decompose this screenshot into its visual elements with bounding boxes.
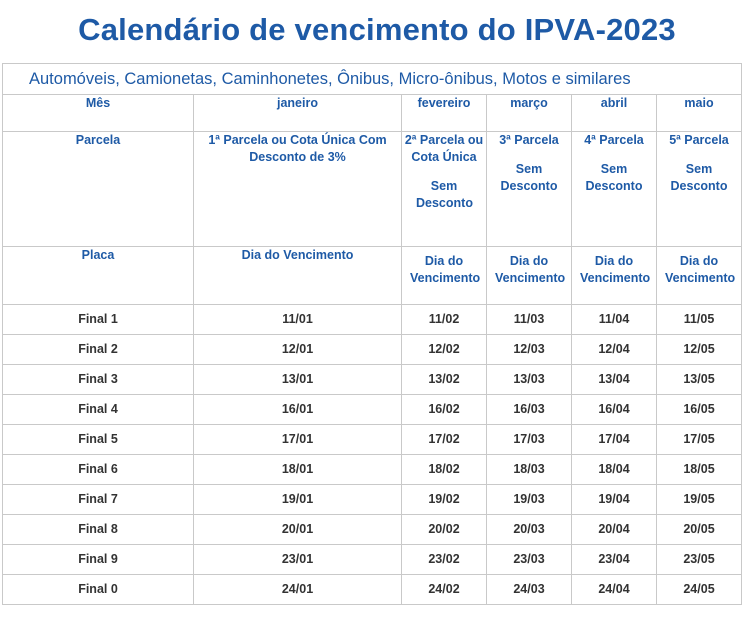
due-date-cell: 18/04 bbox=[572, 455, 657, 485]
table-row bbox=[3, 365, 742, 395]
due-label: Dia do Vencimento bbox=[402, 247, 487, 305]
parcela-discount: Sem Desconto bbox=[585, 162, 643, 193]
due-date-cell: 18/02 bbox=[402, 455, 487, 485]
due-date-cell: 24/02 bbox=[402, 575, 487, 605]
parcela-title: 4ª Parcela bbox=[584, 133, 644, 147]
due-date-cell: 18/03 bbox=[487, 455, 572, 485]
placa-cell: Final 8 bbox=[3, 515, 194, 545]
parcela-label: Parcela bbox=[3, 132, 194, 247]
due-date-cell: 23/02 bbox=[402, 545, 487, 575]
parcela-header bbox=[487, 132, 572, 247]
placa-cell: Final 2 bbox=[3, 335, 194, 365]
due-date-cell: 19/02 bbox=[402, 485, 487, 515]
table-row bbox=[3, 425, 742, 455]
placa-cell: Final 3 bbox=[3, 365, 194, 395]
due-date-cell: 19/01 bbox=[194, 485, 402, 515]
due-date-cell: 11/01 bbox=[194, 305, 402, 335]
parcela-title: 2ª Parcela ou Cota Única bbox=[404, 133, 484, 164]
due-date-cell: 16/01 bbox=[194, 395, 402, 425]
table-row bbox=[3, 545, 742, 575]
due-date-cell: 23/01 bbox=[194, 545, 402, 575]
due-date-cell: 17/01 bbox=[194, 425, 402, 455]
due-date-cell: 13/01 bbox=[194, 365, 402, 395]
table-row bbox=[3, 335, 742, 365]
due-date-cell: 11/03 bbox=[487, 305, 572, 335]
due-date-cell: 17/03 bbox=[487, 425, 572, 455]
due-date-cell: 13/04 bbox=[572, 365, 657, 395]
due-date-cell: 11/05 bbox=[657, 305, 742, 335]
due-date-cell: 17/05 bbox=[657, 425, 742, 455]
due-date-cell: 17/04 bbox=[572, 425, 657, 455]
due-date-cell: 19/04 bbox=[572, 485, 657, 515]
due-date-cell: 20/01 bbox=[194, 515, 402, 545]
due-label: Dia do Vencimento bbox=[657, 247, 742, 305]
due-label: Dia do Vencimento bbox=[572, 247, 657, 305]
due-date-cell: 12/04 bbox=[572, 335, 657, 365]
due-date-cell: 16/03 bbox=[487, 395, 572, 425]
due-date-cell: 23/05 bbox=[657, 545, 742, 575]
due-date-cell: 12/01 bbox=[194, 335, 402, 365]
due-date-cell: 12/05 bbox=[657, 335, 742, 365]
placa-cell: Final 4 bbox=[3, 395, 194, 425]
parcela-title: 1ª Parcela ou Cota Única Com Desconto de 3% bbox=[208, 133, 387, 164]
table-row bbox=[3, 575, 742, 605]
month-row bbox=[3, 95, 742, 132]
ipva-calendar-table bbox=[2, 63, 742, 605]
month-header: março bbox=[487, 95, 572, 132]
parcela-discount: Sem Desconto bbox=[500, 162, 558, 193]
table-row bbox=[3, 305, 742, 335]
schedule-rows bbox=[3, 305, 742, 605]
due-date-cell: 13/05 bbox=[657, 365, 742, 395]
placa-cell: Final 9 bbox=[3, 545, 194, 575]
placa-cell: Final 6 bbox=[3, 455, 194, 485]
due-date-cell: 18/05 bbox=[657, 455, 742, 485]
due-date-cell: 20/02 bbox=[402, 515, 487, 545]
due-date-cell: 16/04 bbox=[572, 395, 657, 425]
month-header: maio bbox=[657, 95, 742, 132]
placa-cell: Final 7 bbox=[3, 485, 194, 515]
due-date-cell: 11/02 bbox=[402, 305, 487, 335]
due-date-cell: 20/04 bbox=[572, 515, 657, 545]
table-row bbox=[3, 395, 742, 425]
parcela-header bbox=[402, 132, 487, 247]
placa-row bbox=[3, 247, 742, 305]
due-date-cell: 11/04 bbox=[572, 305, 657, 335]
due-date-cell: 16/05 bbox=[657, 395, 742, 425]
due-date-cell: 13/03 bbox=[487, 365, 572, 395]
parcela-title: 3ª Parcela bbox=[499, 133, 559, 147]
parcela-header bbox=[572, 132, 657, 247]
table-row bbox=[3, 455, 742, 485]
due-date-cell: 23/03 bbox=[487, 545, 572, 575]
due-date-cell: 19/05 bbox=[657, 485, 742, 515]
due-date-cell: 24/04 bbox=[572, 575, 657, 605]
due-date-cell: 20/03 bbox=[487, 515, 572, 545]
parcela-title: 5ª Parcela bbox=[669, 133, 729, 147]
due-date-cell: 17/02 bbox=[402, 425, 487, 455]
due-label: Dia do Vencimento bbox=[194, 247, 402, 305]
page-title: Calendário de vencimento do IPVA-2023 bbox=[78, 12, 676, 47]
placa-label: Placa bbox=[3, 247, 194, 305]
parcela-row bbox=[3, 132, 742, 247]
month-header: janeiro bbox=[194, 95, 402, 132]
placa-cell: Final 5 bbox=[3, 425, 194, 455]
due-date-cell: 18/01 bbox=[194, 455, 402, 485]
due-date-cell: 24/05 bbox=[657, 575, 742, 605]
due-date-cell: 12/03 bbox=[487, 335, 572, 365]
due-date-cell: 24/01 bbox=[194, 575, 402, 605]
parcela-header bbox=[657, 132, 742, 247]
placa-cell: Final 0 bbox=[3, 575, 194, 605]
due-date-cell: 16/02 bbox=[402, 395, 487, 425]
due-date-cell: 19/03 bbox=[487, 485, 572, 515]
due-date-cell: 24/03 bbox=[487, 575, 572, 605]
parcela-header bbox=[194, 132, 402, 247]
due-date-cell: 13/02 bbox=[402, 365, 487, 395]
due-label: Dia do Vencimento bbox=[487, 247, 572, 305]
month-header: fevereiro bbox=[402, 95, 487, 132]
parcela-discount: Sem Desconto bbox=[416, 179, 473, 210]
due-date-cell: 23/04 bbox=[572, 545, 657, 575]
vehicle-category: Automóveis, Camionetas, Caminhonetes, Ônibus, Micro-ônibus, Motos e similares bbox=[3, 64, 742, 95]
table-row bbox=[3, 515, 742, 545]
table-row bbox=[3, 485, 742, 515]
due-date-cell: 20/05 bbox=[657, 515, 742, 545]
placa-cell: Final 1 bbox=[3, 305, 194, 335]
category-row bbox=[3, 64, 742, 95]
parcela-discount: Sem Desconto bbox=[670, 162, 728, 193]
due-date-cell: 12/02 bbox=[402, 335, 487, 365]
month-header: abril bbox=[572, 95, 657, 132]
mes-label: Mês bbox=[3, 95, 194, 132]
